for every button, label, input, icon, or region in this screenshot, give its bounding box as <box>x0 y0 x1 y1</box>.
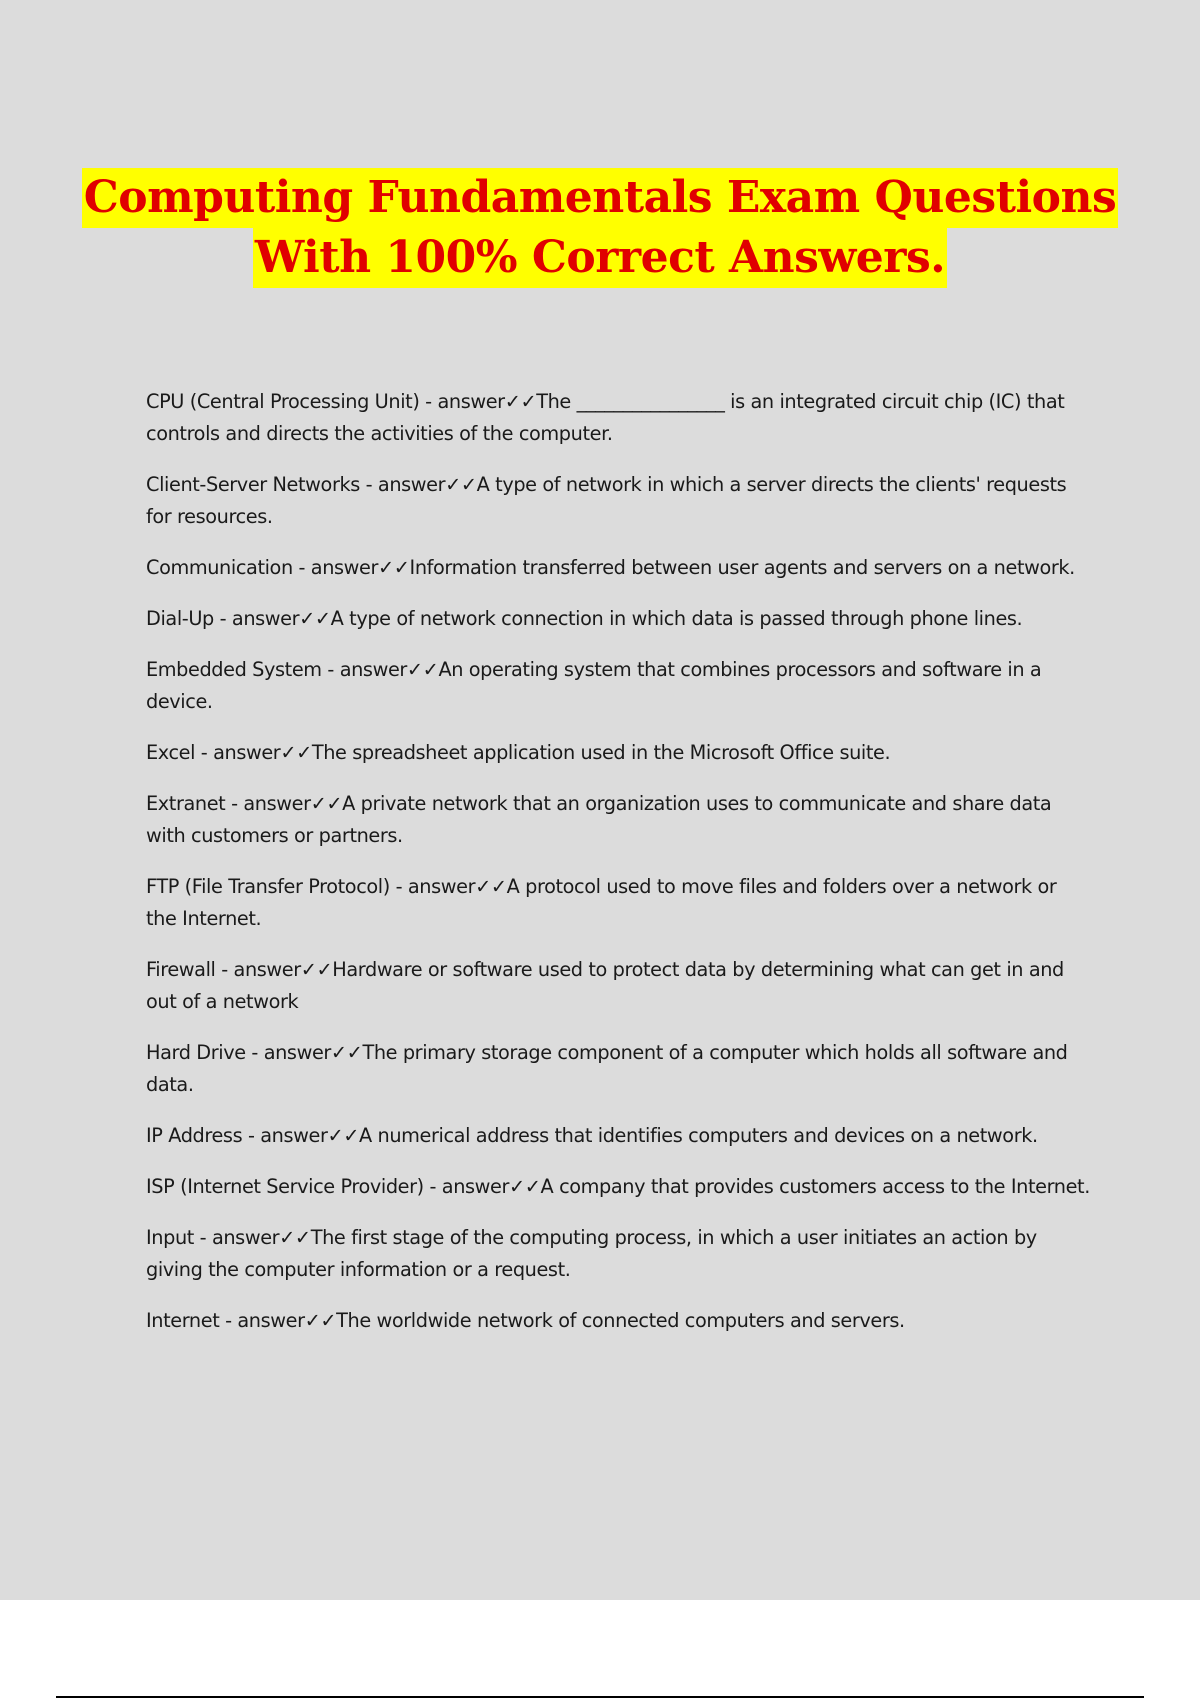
qa-entry-hard-drive: Hard Drive - answer✓✓The primary storage component of a computer which holds all software and data. <box>146 1041 1068 1096</box>
qa-entry-firewall: Firewall - answer✓✓Hardware or software used to protect data by determining what can get in and out of a network <box>146 958 1064 1013</box>
title-line-1: Computing Fundamentals Exam Questions <box>82 168 1119 228</box>
qa-entry-dial-up: Dial-Up - answer✓✓A type of network connection in which data is passed through phone lines. <box>146 607 1023 630</box>
qa-entry-client-server: Client-Server Networks - answer✓✓A type of network in which a server directs the clients' requests for resources. <box>146 473 1067 528</box>
qa-entry-cpu: CPU (Central Processing Unit) - answer✓✓The ________________ is an integrated circuit chip (IC) that controls and directs the activities of the computer. <box>146 390 1065 445</box>
qa-entry-internet: Internet - answer✓✓The worldwide network of connected computers and servers. <box>146 1309 905 1332</box>
qa-entry-ftp: FTP (File Transfer Protocol) - answer✓✓A protocol used to move files and folders over a network or the Internet. <box>146 875 1057 930</box>
qa-entry-ip-address: IP Address - answer✓✓A numerical address that identifies computers and devices on a network. <box>146 1124 1038 1147</box>
qa-entry-input: Input - answer✓✓The first stage of the computing process, in which a user initiates an action by giving the computer information or a request. <box>146 1226 1037 1281</box>
qa-entry-communication: Communication - answer✓✓Information transferred between user agents and servers on a network. <box>146 556 1075 579</box>
qa-entry-isp: ISP (Internet Service Provider) - answer✓✓A company that provides customers access to the Internet. <box>146 1175 1090 1198</box>
footer-divider <box>56 1696 1144 1698</box>
qa-entry-list <box>146 386 1090 1356</box>
qa-entry-extranet: Extranet - answer✓✓A private network that an organization uses to communicate and share data with customers or partners. <box>146 792 1052 847</box>
title-line-2: With 100% Correct Answers. <box>253 228 947 288</box>
qa-entry-excel: Excel - answer✓✓The spreadsheet application used in the Microsoft Office suite. <box>146 741 891 764</box>
qa-entry-embedded-system: Embedded System - answer✓✓An operating system that combines processors and software in a device. <box>146 658 1042 713</box>
document-title <box>0 168 1200 288</box>
